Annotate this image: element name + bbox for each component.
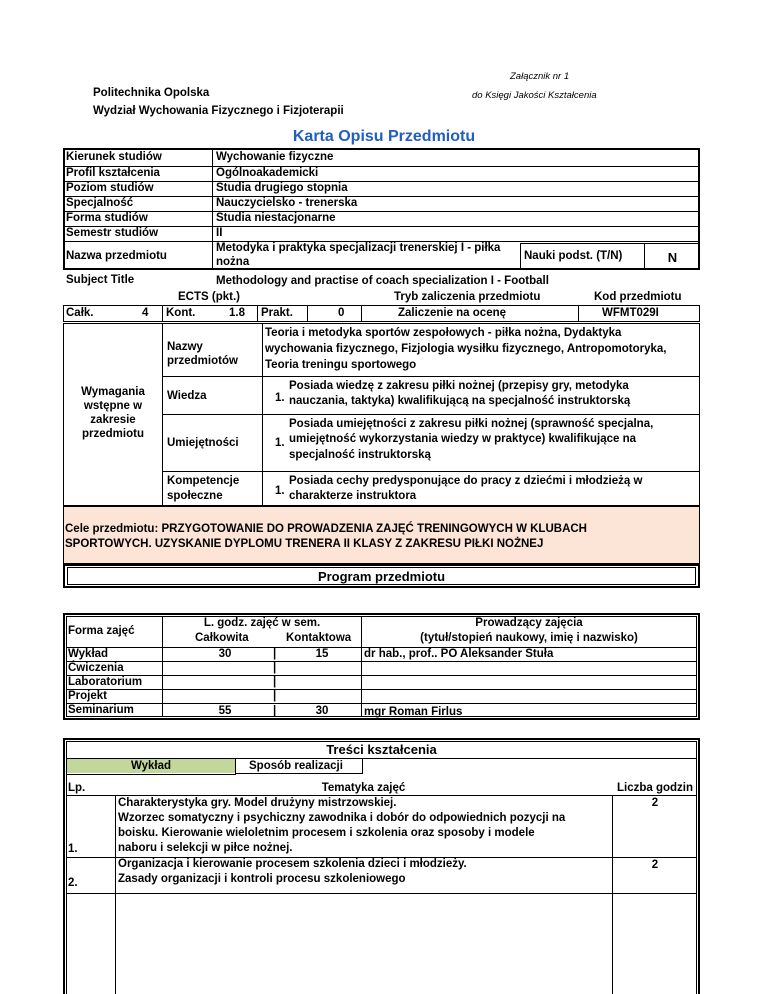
requirements-label-3: zakresie	[90, 414, 136, 426]
content-item-line: Zasady organizacji i kontroli procesu szkoleniowego	[118, 873, 406, 885]
kont-value: 1.8	[229, 307, 245, 319]
wiedza-num: 1.	[275, 392, 285, 404]
kod-label: Kod przedmiotu	[594, 291, 682, 303]
content-item-num: 2.	[68, 877, 78, 889]
tryb-label: Tryb zaliczenia przedmiotu	[394, 291, 541, 303]
calk-label: Całk.	[66, 307, 94, 319]
kontaktowa-header: Kontaktowa	[286, 632, 352, 644]
forma-header: Forma zajęć	[68, 625, 135, 637]
nazwy-text-3: Teoria treningu sportowego	[265, 359, 417, 371]
info-label-kierunek: Kierunek studiów	[66, 151, 162, 163]
class-row-sep: |	[273, 676, 277, 688]
wiedza-text-2: nauczania, taktyka) kwalifikującą na specjalność instruktorską	[289, 395, 631, 407]
class-row-sep: |	[273, 690, 277, 702]
kompetencje-label-1: Kompetencje	[167, 475, 240, 487]
goals-line-2: SPORTOWYCH. UZYSKANIE DYPLOMU TRENERA II KLASY Z ZAKRESU PIŁKI NOŻNEJ	[65, 538, 544, 550]
kod-value: WFMT029I	[602, 307, 659, 319]
info-label-semestr: Semestr studiów	[66, 227, 159, 239]
kompetencje-label-2: społeczne	[167, 490, 223, 502]
ects-header: ECTS (pkt.)	[178, 291, 240, 303]
content-item-num: 1.	[68, 843, 78, 855]
class-row-contact: 30	[315, 705, 329, 717]
godziny-header: Liczba godzin	[616, 782, 694, 794]
class-row-teacher: mgr Roman Firlus	[364, 706, 463, 718]
class-row-sep: |	[273, 662, 277, 674]
sposob-realizacji-label: Sposób realizacji	[249, 760, 343, 772]
prowadzacy-header: Prowadzący zajęcia	[475, 617, 583, 629]
prakt-value: 0	[338, 307, 345, 319]
calkowita-header: Całkowita	[195, 632, 249, 644]
content-item-line: Organizacja i kierowanie procesem szkolenia dzieci i młodzieży.	[118, 858, 467, 870]
umiejetnosci-text-1: Posiada umiejętności z zakresu piłki nożnej (sprawność specjalna,	[289, 418, 654, 430]
nazwy-label-1: Nazwy	[167, 341, 203, 353]
umiejetnosci-label: Umiejętności	[167, 437, 239, 449]
umiejetnosci-text-3: specjalność instruktorską	[289, 449, 431, 461]
nauki-value: N	[667, 250, 678, 265]
info-label-poziom: Poziom studiów	[66, 182, 154, 194]
class-row-teacher: dr hab., prof.. PO Aleksander Stuła	[364, 648, 554, 660]
class-row-sep: |	[273, 648, 277, 660]
content-title: Treści kształcenia	[326, 742, 437, 757]
nazwy-text-1: Teoria i metodyka sportów zespołowych - piłka nożna, Dydaktyka	[265, 327, 622, 339]
class-row-total: 55	[218, 705, 232, 717]
subject-title-label: Subject Title	[66, 274, 135, 286]
requirements-label-1: Wymagania	[81, 386, 145, 398]
annex-sub-label: do Księgi Jakości Kształcenia	[472, 90, 597, 101]
class-row-forma: Projekt	[68, 690, 107, 702]
info-value-profil: Ogólnoakademicki	[216, 167, 319, 179]
tryb-value: Zaliczenie na ocenę	[398, 307, 507, 319]
class-row-forma: Seminarium	[68, 704, 134, 716]
university-name: Politechnika Opolska	[93, 87, 210, 99]
tematyka-header: Tematyka zajęć	[321, 782, 406, 794]
prowadzacy-sub-header: (tytuł/stopień naukowy, imię i nazwisko)	[420, 632, 638, 644]
content-item-hours: 2	[651, 797, 659, 809]
info-value-forma: Studia niestacjonarne	[216, 212, 336, 224]
requirements-label-4: przedmiotu	[82, 428, 144, 440]
hours-header: L. godz. zajęć w sem.	[203, 617, 321, 629]
content-item-line: naboru i selekcji w piłce nożnej.	[118, 842, 293, 854]
kompetencje-text-2: charakterze instruktora	[289, 490, 417, 502]
umiejetnosci-num: 1.	[275, 437, 285, 449]
info-value-semestr: II	[216, 227, 223, 239]
goals-line-1: Cele przedmiotu: PRZYGOTOWANIE DO PROWADZENIA ZAJĘĆ TRENINGOWYCH W KLUBACH	[65, 523, 587, 535]
content-item-hours: 2	[651, 859, 659, 871]
content-item-line: Wzorzec somatyczny i psychiczny zawodnika i dobór do odpowiednich pozycji na	[118, 812, 566, 824]
prakt-label: Prakt.	[261, 307, 293, 319]
info-label-profil: Profil kształcenia	[66, 167, 160, 179]
class-row-forma: Ćwiczenia	[68, 662, 124, 674]
nazwy-text-2: wychowania fizycznego, Fizjologia wysiłku fizycznego, Antropomotoryka,	[265, 343, 667, 355]
calk-value: 4	[142, 307, 149, 319]
page-title: Karta Opisu Przedmiotu	[292, 128, 476, 145]
content-item-line: Charakterystyka gry. Model drużyny mistrzowskiej.	[118, 797, 397, 809]
wyklad-tab-label: Wykład	[130, 760, 172, 772]
lp-header: Lp.	[68, 782, 86, 794]
wiedza-text-1: Posiada wiedzę z zakresu piłki nożnej (przepisy gry, metodyka	[289, 380, 629, 392]
program-title: Program przedmiotu	[317, 569, 446, 584]
nauki-label: Nauki podst. (T/N)	[524, 250, 623, 262]
info-value-specjalnosc: Nauczycielsko - trenerska	[216, 197, 358, 209]
nazwy-label-2: przedmiotów	[167, 355, 238, 367]
info-label-specjalnosc: Specjalność	[66, 197, 134, 209]
kompetencje-num: 1.	[275, 485, 285, 497]
class-row-forma: Wykład	[68, 648, 109, 660]
kompetencje-text-1: Posiada cechy predysponujące do pracy z dziećmi i młodzieżą w	[289, 475, 643, 487]
class-row-forma: Laboratorium	[68, 676, 143, 688]
requirements-label-2: wstępne w	[83, 400, 143, 412]
content-item-line: boisku. Kierowanie wieloletnim procesem i szkolenia oraz sposoby i modele	[118, 827, 535, 839]
kont-label: Kont.	[166, 307, 196, 319]
umiejetnosci-text-2: umiejętność wykorzystania wiedzy w praktyce) kwalifikujące na	[289, 433, 637, 445]
class-row-total: 30	[218, 648, 232, 660]
info-value-kierunek: Wychowanie fizyczne	[216, 151, 334, 163]
class-row-contact: 15	[315, 648, 329, 660]
info-value-poziom: Studia drugiego stopnia	[216, 182, 348, 194]
faculty-name: Wydział Wychowania Fizycznego i Fizjoterapii	[93, 105, 344, 117]
subject-title-value: Methodology and practise of coach specialization I - Football	[216, 275, 549, 287]
class-row-sep: |	[273, 705, 277, 717]
subject-name-label: Nazwa przedmiotu	[66, 250, 167, 262]
subject-name-line2: nożna	[216, 256, 250, 268]
info-label-forma: Forma studiów	[66, 212, 148, 224]
annex-label: Załącznik nr 1	[510, 71, 570, 82]
subject-name-line1: Metodyka i praktyka specjalizacji trenerskiej I - piłka	[216, 242, 501, 254]
wiedza-label: Wiedza	[167, 390, 207, 402]
